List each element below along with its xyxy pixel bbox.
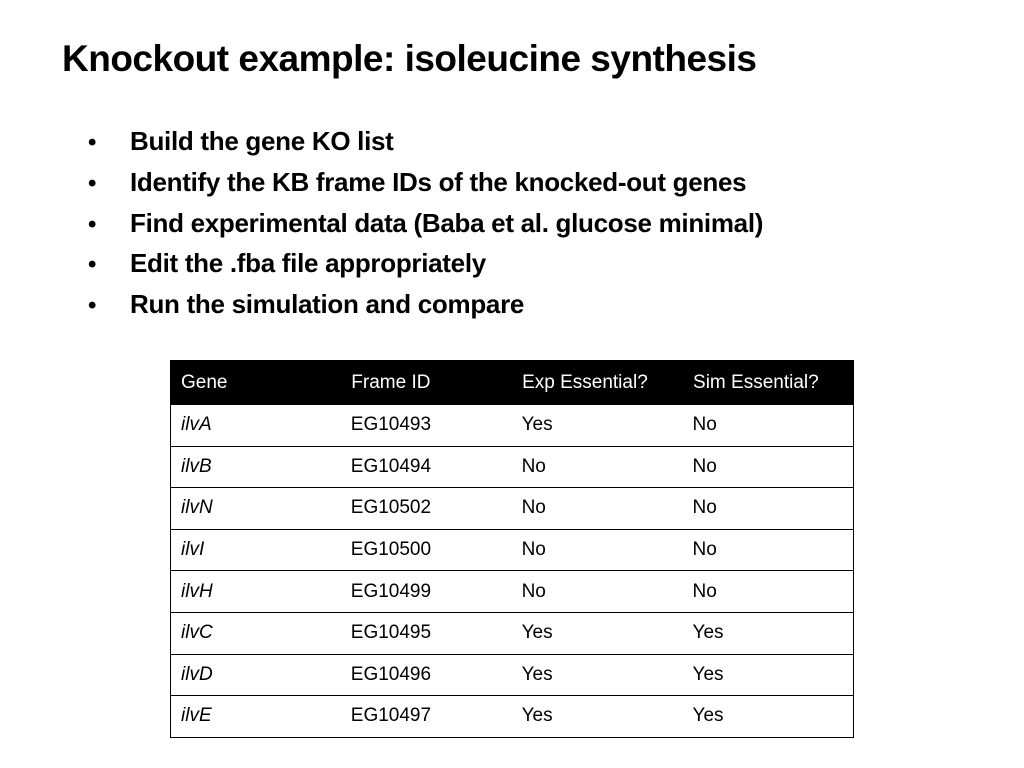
bullet-item [88, 284, 763, 325]
bullet-item [88, 243, 763, 284]
table-header-row [171, 361, 854, 405]
frame-id-cell: EG10499 [341, 571, 512, 613]
table-row [171, 405, 854, 447]
gene-cell: ilvC [171, 612, 341, 654]
bullet-text: Edit the .fba file appropriately [130, 248, 486, 279]
bullet-item [88, 121, 763, 162]
column-header-sim-essential: Sim Essential? [683, 361, 854, 405]
gene-cell: ilvB [171, 446, 341, 488]
table-row [171, 529, 854, 571]
gene-cell: ilvD [171, 654, 341, 696]
frame-id-cell: EG10497 [341, 696, 512, 738]
table-row [171, 488, 854, 530]
table-row [171, 696, 854, 738]
exp-essential-cell: No [512, 446, 683, 488]
knockout-table [170, 360, 854, 738]
column-header-gene: Gene [171, 361, 341, 405]
column-header-frame-id: Frame ID [341, 361, 512, 405]
table-row [171, 571, 854, 613]
sim-essential-cell: Yes [683, 612, 854, 654]
gene-cell: ilvA [171, 405, 341, 447]
exp-essential-cell: Yes [512, 696, 683, 738]
bullet-icon: • [88, 292, 97, 319]
exp-essential-cell: Yes [512, 654, 683, 696]
bullet-text: Run the simulation and compare [130, 289, 525, 319]
bullet-icon: • [88, 169, 97, 197]
bullet-icon: • [88, 210, 97, 238]
bullet-list [88, 121, 763, 325]
bullet-item [88, 162, 763, 203]
frame-id-cell: EG10500 [341, 529, 512, 571]
table-row [171, 612, 854, 654]
exp-essential-cell: No [512, 571, 683, 613]
bullet-text: Build the gene KO list [130, 126, 394, 156]
bullet-item [88, 203, 763, 244]
gene-cell: ilvN [171, 488, 341, 530]
gene-cell: ilvH [171, 571, 341, 613]
gene-cell: ilvE [171, 696, 341, 738]
sim-essential-cell: Yes [683, 696, 854, 738]
frame-id-cell: EG10496 [341, 654, 512, 696]
table-row [171, 654, 854, 696]
sim-essential-cell: No [683, 446, 854, 488]
exp-essential-cell: Yes [512, 612, 683, 654]
frame-id-cell: EG10495 [341, 612, 512, 654]
frame-id-cell: EG10493 [341, 405, 512, 447]
exp-essential-cell: No [512, 488, 683, 530]
sim-essential-cell: No [683, 571, 854, 613]
frame-id-cell: EG10494 [341, 446, 512, 488]
bullet-text: Find experimental data (Baba et al. glucose minimal) [130, 207, 764, 238]
sim-essential-cell: No [683, 405, 854, 447]
column-header-exp-essential: Exp Essential? [512, 361, 683, 405]
exp-essential-cell: No [512, 529, 683, 571]
sim-essential-cell: Yes [683, 654, 854, 696]
table-row [171, 446, 854, 488]
bullet-icon: • [88, 129, 97, 156]
sim-essential-cell: No [683, 529, 854, 571]
exp-essential-cell: Yes [512, 405, 683, 447]
sim-essential-cell: No [683, 488, 854, 530]
bullet-text: Identify the KB frame IDs of the knocked-out genes [130, 166, 747, 197]
slide-title: Knockout example: isoleucine synthesis [62, 38, 757, 79]
frame-id-cell: EG10502 [341, 488, 512, 530]
bullet-icon: • [88, 251, 97, 279]
gene-cell: ilvI [171, 529, 341, 571]
